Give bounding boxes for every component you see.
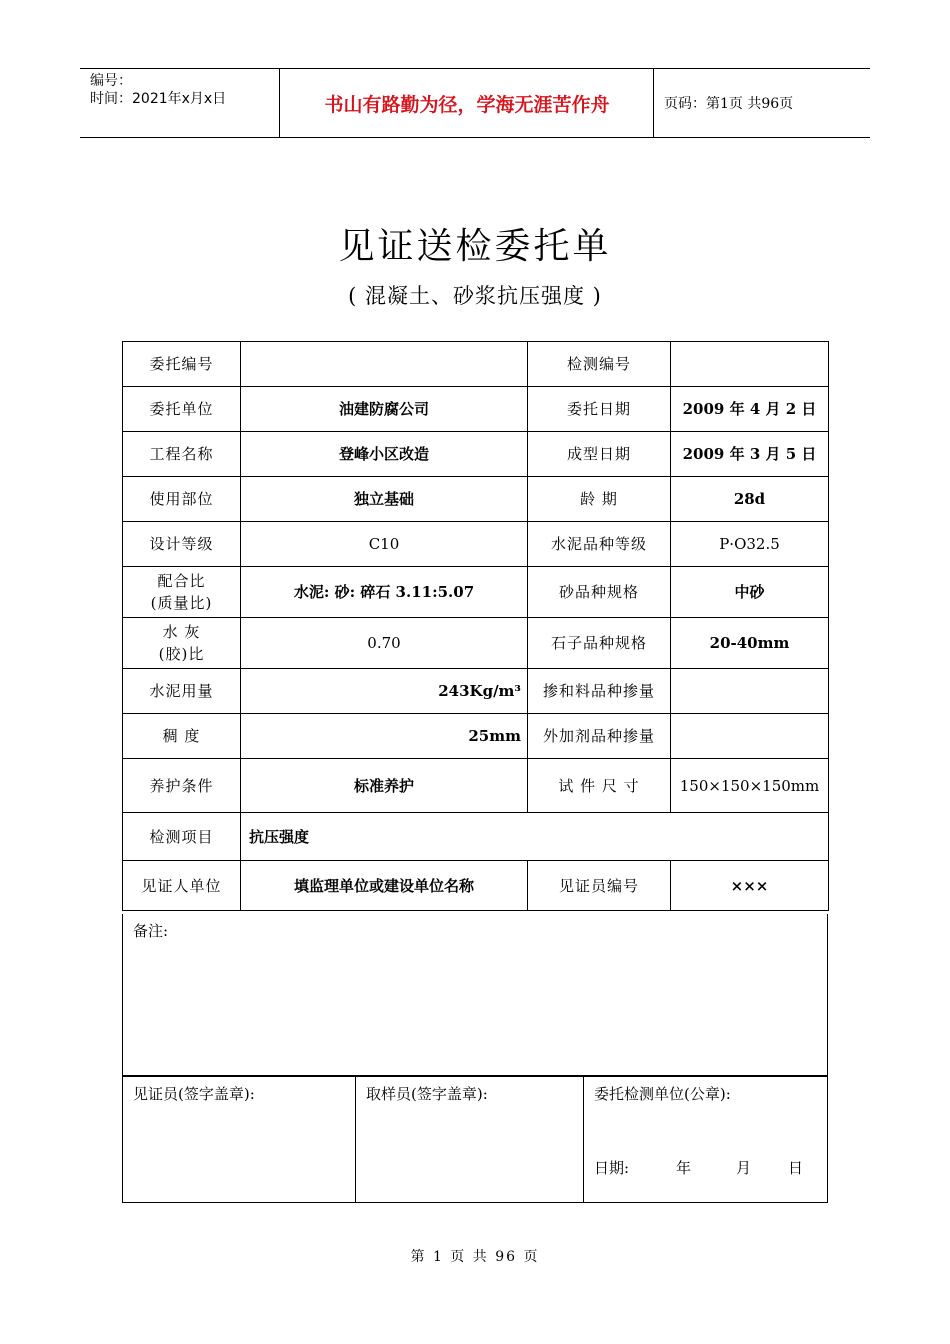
sampler-signature-box[interactable] <box>356 1077 584 1202</box>
table-row <box>123 669 829 714</box>
label-molding-date: 成型日期 <box>528 432 671 477</box>
label-additive: 外加剂品种掺量 <box>528 714 671 759</box>
label-test-no: 检测编号 <box>528 342 671 387</box>
document-subtitle: ( 混凝土、砂浆抗压强度 ) <box>348 284 602 308</box>
value-test-item[interactable]: 抗压强度 <box>241 813 829 861</box>
value-mix-ratio[interactable]: 水泥: 砂: 碎石 3.11:5.07 <box>241 567 528 618</box>
label-witness-unit: 见证人单位 <box>123 861 241 911</box>
signature-section <box>122 1076 828 1203</box>
label-design-grade: 设计等级 <box>123 522 241 567</box>
value-usage-part[interactable]: 独立基础 <box>241 477 528 522</box>
serial-label: 编号： <box>90 73 132 89</box>
label-mix-ratio-line2: (质量比) <box>150 594 213 612</box>
label-entrust-unit: 委托单位 <box>123 387 241 432</box>
value-molding-date[interactable]: 2009 年 3 月 5 日 <box>671 432 829 477</box>
table-row <box>123 861 829 911</box>
table-row <box>123 342 829 387</box>
date-day: 日 <box>788 1159 804 1177</box>
label-consistency: 稠 度 <box>123 714 241 759</box>
header-page-info: 页码：第1页 共96页 <box>664 96 794 112</box>
label-usage-part: 使用部位 <box>123 477 241 522</box>
value-admixture-material[interactable] <box>671 669 829 714</box>
value-sand-spec[interactable]: 中砂 <box>671 567 829 618</box>
label-sand-spec: 砂品种规格 <box>528 567 671 618</box>
label-curing: 养护条件 <box>123 759 241 813</box>
sampler-signature-label: 取样员(签字盖章): <box>366 1085 488 1103</box>
label-age: 龄 期 <box>528 477 671 522</box>
label-cement-dosage: 水泥用量 <box>123 669 241 714</box>
value-test-no[interactable] <box>671 342 829 387</box>
table-row <box>123 759 829 813</box>
value-cement-grade[interactable]: P·O32.5 <box>671 522 829 567</box>
label-cement-grade: 水泥品种等级 <box>528 522 671 567</box>
table-row <box>123 567 829 618</box>
signature-date <box>594 1157 819 1178</box>
value-entrust-no[interactable] <box>241 342 528 387</box>
table-row <box>123 387 829 432</box>
entrusting-unit-seal-box[interactable] <box>584 1077 829 1202</box>
label-stone-spec: 石子品种规格 <box>528 618 671 669</box>
label-mix-ratio <box>123 567 241 618</box>
label-entrust-date: 委托日期 <box>528 387 671 432</box>
entrustment-form-table <box>122 341 829 911</box>
table-row <box>123 432 829 477</box>
value-project-name[interactable]: 登峰小区改造 <box>241 432 528 477</box>
label-admixture-material: 掺和料品种掺量 <box>528 669 671 714</box>
date-label: 日期: <box>594 1159 630 1177</box>
date-month: 月 <box>736 1159 752 1177</box>
label-wc-line1: 水 灰 <box>162 623 201 641</box>
value-witness-unit[interactable]: 填监理单位或建设单位名称 <box>241 861 528 911</box>
time-label: 时间：2021年x月x日 <box>90 91 227 107</box>
value-specimen-size[interactable]: 150×150×150mm <box>671 759 829 813</box>
label-project-name: 工程名称 <box>123 432 241 477</box>
value-entrust-date[interactable]: 2009 年 4 月 2 日 <box>671 387 829 432</box>
table-row <box>123 522 829 567</box>
value-consistency[interactable]: 25mm <box>241 714 528 759</box>
label-mix-ratio-line1: 配合比 <box>157 572 206 590</box>
value-entrust-unit[interactable]: 油建防腐公司 <box>241 387 528 432</box>
header-motto: 书山有路勤为径，学海无涯苦作舟 <box>281 69 654 137</box>
table-row <box>123 618 829 669</box>
label-wc-line2: (胶)比 <box>158 645 205 663</box>
entrusting-unit-seal-label: 委托检测单位(公章): <box>594 1085 731 1103</box>
date-year: 年 <box>676 1159 692 1177</box>
table-row <box>123 813 829 861</box>
value-design-grade[interactable]: C10 <box>241 522 528 567</box>
value-age[interactable]: 28d <box>671 477 829 522</box>
header-meta <box>80 69 280 137</box>
table-row <box>123 714 829 759</box>
label-witness-no: 见证员编号 <box>528 861 671 911</box>
witness-signature-label: 见证员(签字盖章): <box>133 1085 255 1103</box>
label-entrust-no: 委托编号 <box>123 342 241 387</box>
remarks-label: 备注: <box>133 922 169 940</box>
page-header <box>80 68 870 138</box>
value-additive[interactable] <box>671 714 829 759</box>
label-specimen-size: 试 件 尺 寸 <box>528 759 671 813</box>
value-cement-dosage[interactable]: 243Kg/m³ <box>241 669 528 714</box>
value-water-cement-ratio[interactable]: 0.70 <box>241 618 528 669</box>
page-footer: 第 1 页 共 96 页 <box>410 1249 540 1265</box>
document-title: 见证送检委托单 <box>338 226 612 267</box>
label-water-cement-ratio <box>123 618 241 669</box>
remarks-box[interactable] <box>122 914 828 1076</box>
table-row <box>123 477 829 522</box>
value-curing[interactable]: 标准养护 <box>241 759 528 813</box>
witness-signature-box[interactable] <box>123 1077 356 1202</box>
label-test-item: 检测项目 <box>123 813 241 861</box>
value-stone-spec[interactable]: 20-40mm <box>671 618 829 669</box>
value-witness-no[interactable]: ××× <box>671 861 829 911</box>
